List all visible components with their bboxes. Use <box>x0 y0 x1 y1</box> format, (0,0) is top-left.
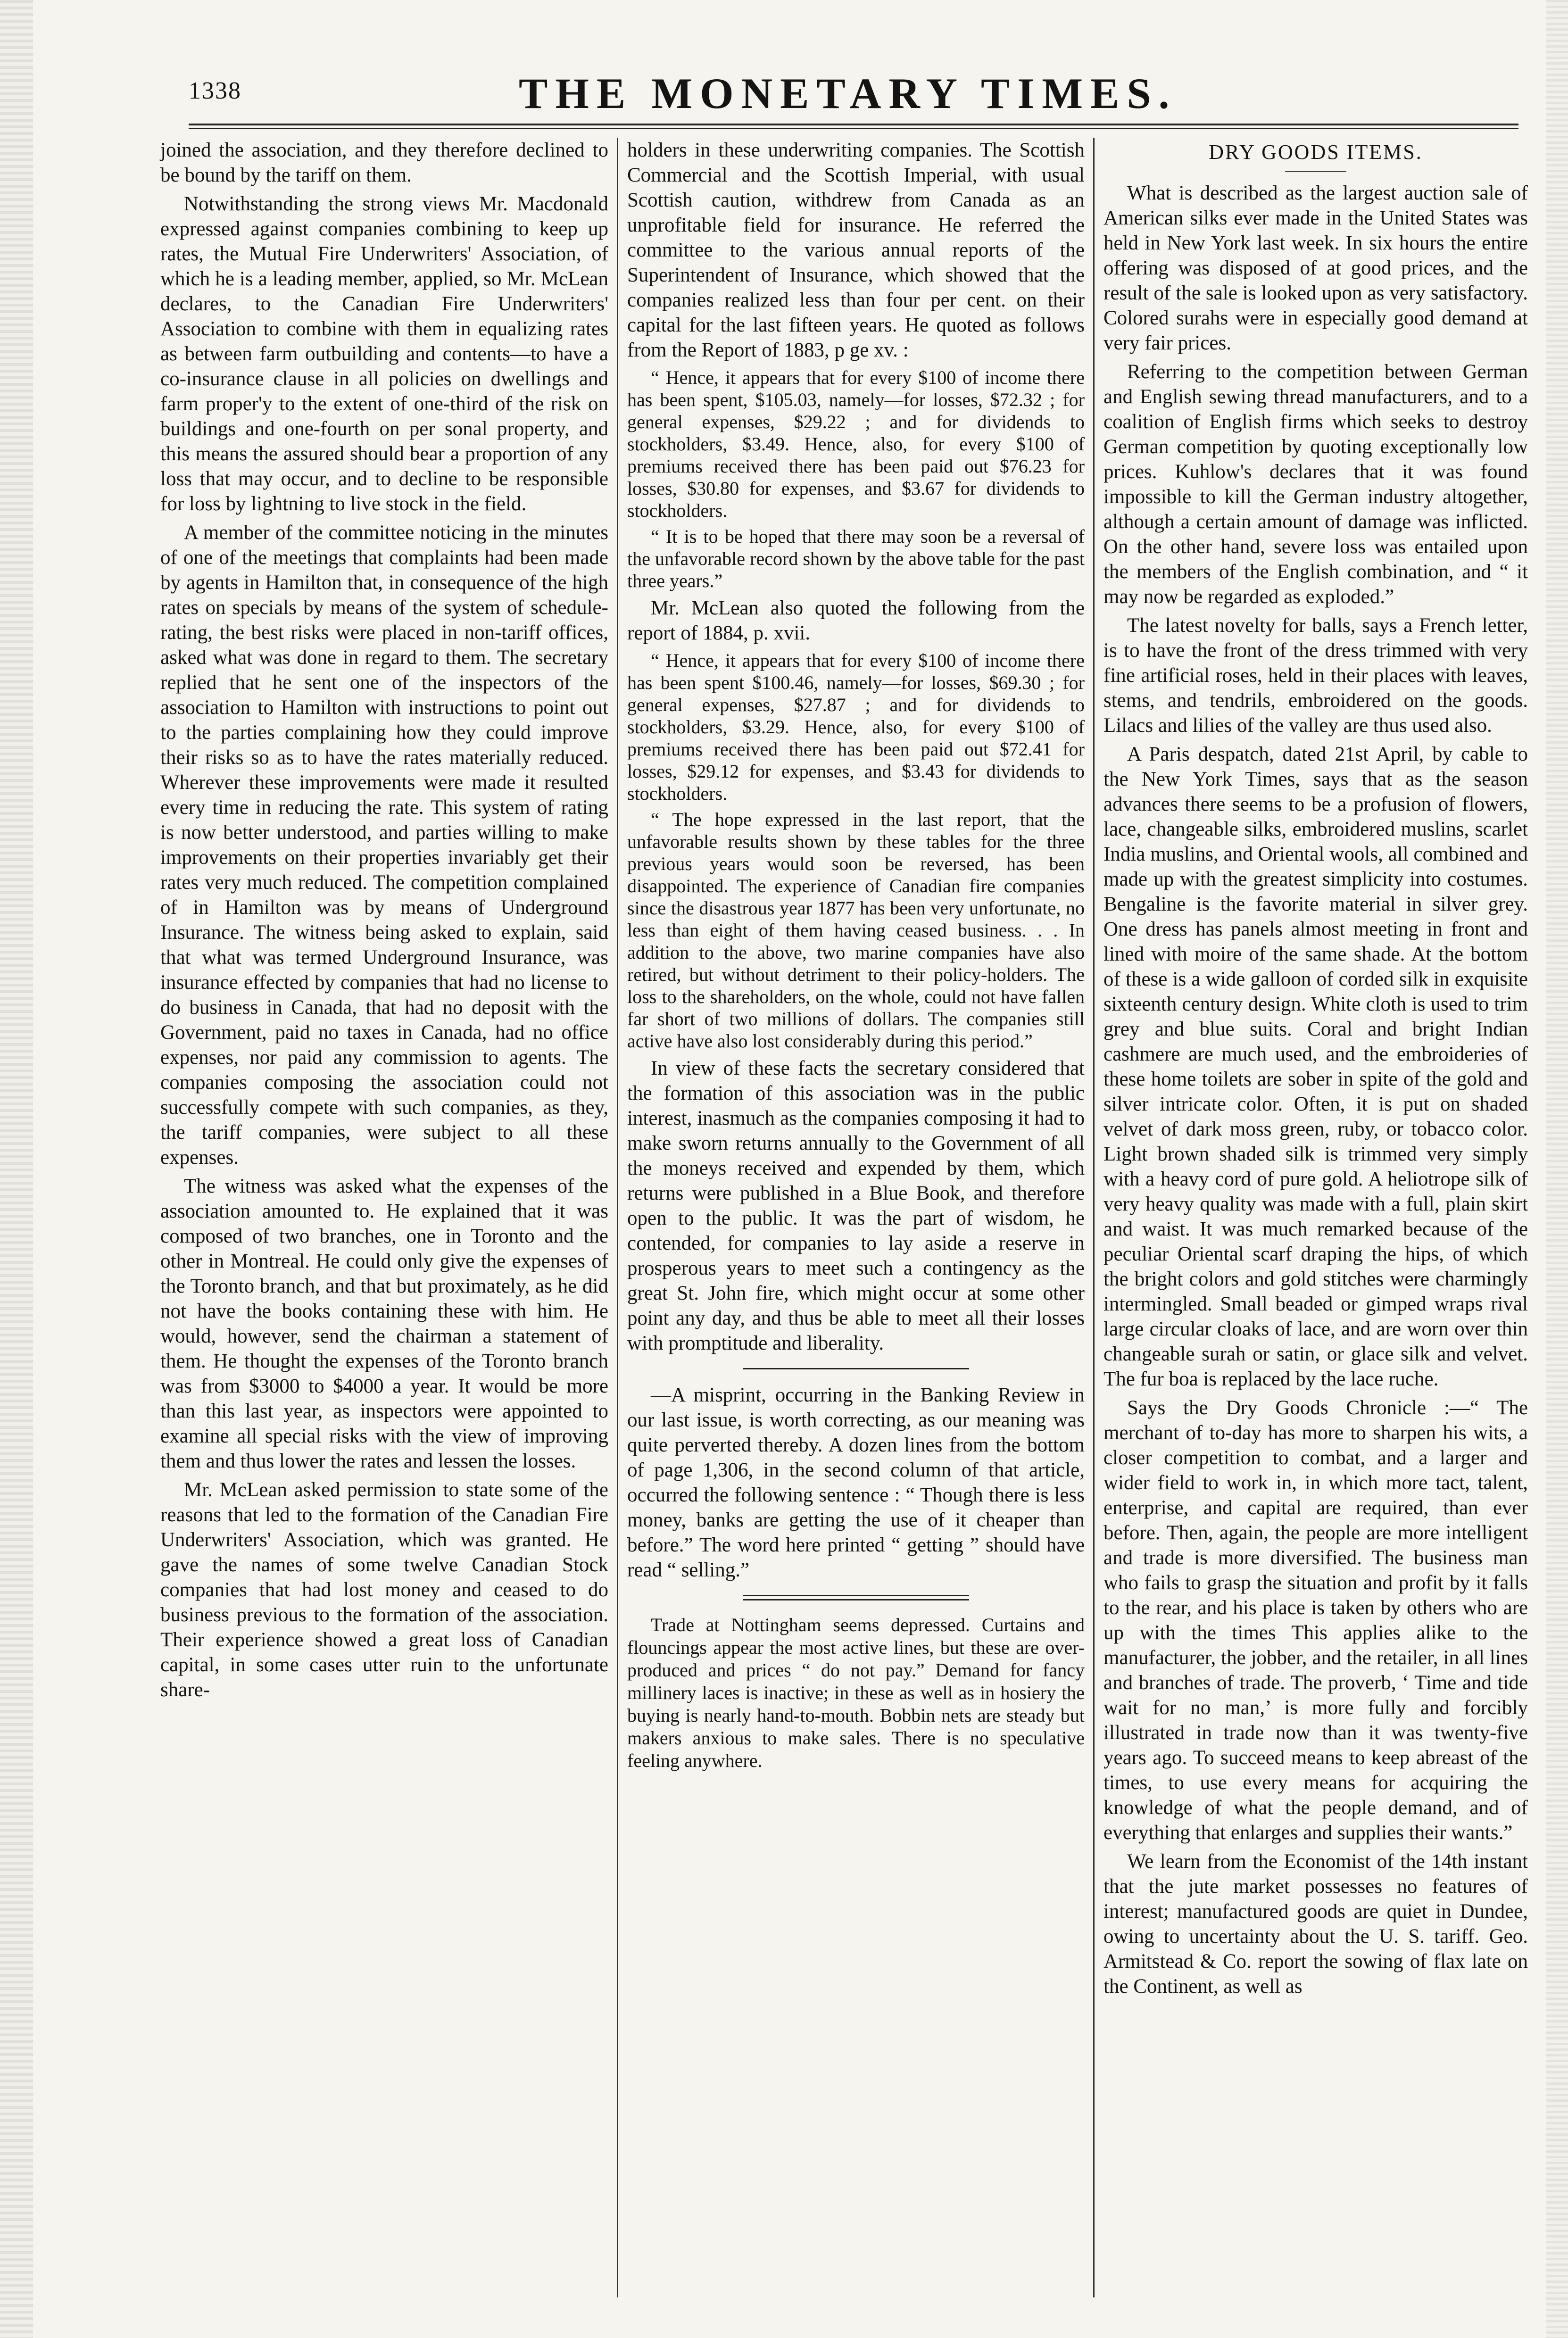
paragraph: holders in these underwriting companies. The Scottish Commercial and the Scottish Imperial, with usual Scottish caution, withdrew from Canada as an unprofitable field for insurance. He referred the committee to the various annual reports of the Superintendent of Insurance, which showed that the companies realized less than four per cent. on their capital for the last fifteen years. He quoted as follows from the Report of 1883, p ge xv. : <box>627 139 1085 361</box>
paragraph: Mr. McLean asked permission to state some of the reasons that led to the formation of the Canadian Fire Underwriters' Association, which was granted. He gave the names of some twelve Canadian Stock companies that had lost money and ceased to do business previous to the formation of the association. Their experience showed a great loss of Canadian capital, in some cases utter ruin to the unfortunate share- <box>160 1479 608 1701</box>
paragraph: Notwithstanding the strong views Mr. Macdonald expressed against companies combining to keep up rates, the Mutual Fire Underwriters' Association, of which he is a leading member, applied, so Mr. McLean declares, to the Canadian Fire Underwriters' Association to combine with them in equalizing rates as between farm outbuilding and contents—to have a co-insurance clause in all policies on dwellings and farm proper'y to the extent of one-third of the risk on buildings and one-fourth on per sonal property, and this means the assured should bear a proportion of any loss that may occur, and to decline to be responsible for loss by lightning to live stock in the field. <box>160 193 608 515</box>
paragraph: A Paris despatch, dated 21st April, by cable to the New York Times, says that as the season advances there seems to be a profusion of flowers, lace, changeable silks, embroidered muslins, scarlet India muslins, and Oriental wools, all combined and made up with the greatest simplicity into costumes. Bengaline is the favorite material in silver grey. One dress has panels almost meeting in front and lined with moire of the same shade. At the bottom of these is a wide galloon of corded silk in exquisite sixteenth century design. White cloth is used to trim grey and blue suits. Coral and bright Indian cashmere are much used, and the embroideries of these home toilets are sober in spite of the gold and silver intricate color. Often, it is put on shaded velvet of dark moss green, ruby, or tobacco color. Light brown shaded silk is trimmed very simply with a heavy cord of pure gold. A heliotrope silk of very heavy quality was made with a full, plain skirt and waist. It was much remarked because of the peculiar Oriental scarf draping the hips, of which the bright colors and gold stitches were charmingly intermingled. Small beaded or gimped wraps rival large circular cloaks of lace, and are worn over thin changeable surah or satin, or glace silk and velvet. The fur boa is replaced by the lace ruche. <box>1103 743 1528 1390</box>
column-1 <box>160 138 608 1706</box>
paragraph: In view of these facts the secretary considered that the formation of this association was in the public interest, inasmuch as the companies composing it had to make sworn returns annually to the Government of all the moneys received and expended by them, which returns were published in a Blue Book, and therefore open to the public. It was the part of wisdom, he contended, for companies to lay aside a reserve in prosperous years to meet such a contingency as the great St. John fire, which might occur at some other point any day, and thus be able to meet all their losses with promptitude and liberality. <box>627 1057 1085 1354</box>
paragraph: Says the Dry Goods Chronicle :—“ The merchant of to-day has more to sharpen his wits, a closer competition to combat, and a larger and wider field to work in, in which more tact, talent, enterprise, and capital are required, than ever before. Then, again, the people are more intelligent and trade is more diversified. The business man who fails to grasp the situation and profit by it falls to the rear, and his place is taken by others who are up with the times This applies alike to the manufacturer, the jobber, and the retailer, in all lines and branches of trade. The proverb, ‘ Time and tide wait for no man,’ is more fully and forcibly illustrated in trade now than it was twenty-five years ago. To succeed means to keep abreast of the times, to use every means for acquiring the knowledge of what the people demand, and of everything that enlarges and supplies their wants.” <box>1103 1397 1528 1844</box>
paragraph: The latest novelty for balls, says a French letter, is to have the front of the dress trimmed with very fine artificial roses, held in their places with leaves, stems, and tendrils, embroidered on the goods. Lilacs and lilies of the valley are thus used also. <box>1103 614 1528 737</box>
column-divider <box>1093 138 1095 2297</box>
paragraph: Trade at Nottingham seems depressed. Curtains and flouncings appear the most active lines, but these are over-produced and prices “ do not pay.” Demand for fancy millinery laces is inactive; in these as well as in hosiery the buying is nearly hand-to-mouth. Bobbin nets are steady but makers anxious to make sales. There is no speculative feeling anywhere. <box>627 1614 1085 1771</box>
paragraph: —A misprint, occurring in the Banking Review in our last issue, is worth correcting, as our meaning was quite perverted thereby. A dozen lines from the bottom of page 1,306, in the second column of that article, occurred the following sentence : “ Though there is less money, banks are getting the use of it cheaper than before.” The word here printed “ getting ” should have read “ selling.” <box>627 1384 1085 1581</box>
binding-edge <box>0 0 33 2338</box>
heading-rule <box>1285 171 1346 172</box>
section-heading: DRY GOODS ITEMS. <box>1209 141 1423 164</box>
paragraph: The witness was asked what the expenses of the association amounted to. He explained that it was composed of two branches, one in Toronto and the other in Montreal. He could only give the expenses of the Toronto branch, and that but proximately, as he did not have the books containing these with him. He would, however, send the chairman a statement of them. He thought the expenses of the Toronto branch was from $3000 to $4000 a year. It would be more than this last year, as inspectors were appointed to examine all special risks with the view of improving them and thus lower the rates and lessen the losses. <box>160 1175 608 1472</box>
paragraph: Referring to the competition between German and English sewing thread manufacturers, and to a coalition of English firms which seeks to destroy German competition by quoting exceptionally low prices. Kuhlow's declares that it was found impossible to kill the German industry altogether, although a certain amount of damage was inflicted. On the other hand, severe loss was entailed upon the members of the English combination, and “ it may now be regarded as exploded.” <box>1103 361 1528 608</box>
page-header <box>189 68 1518 120</box>
column-divider <box>617 138 618 2297</box>
masthead-title: THE MONETARY TIMES. <box>519 69 1177 117</box>
quotation: “ Hence, it appears that for every $100 of income there has been spent, $105.03, namely—for losses, $72.32 ; for general expenses, $29.22 ; and for dividends to stockholders, $3.49. Hence, also, for every $100 of premiums received there has been paid out $76.23 for losses, $30.80 for expenses, and $3.67 for dividends to stockholders. <box>627 367 1085 521</box>
quotation: “ It is to be hoped that there may soon be a reversal of the unfavorable record shown by the above table for the past three years.” <box>627 526 1085 591</box>
quotation: “ The hope expressed in the last report, that the unfavorable results shown by these tables for the three previous years would soon be reversed, has been disappointed. The experience of Canadian fire companies since the disastrous year 1877 has been very unfortunate, no less than eight of them having ceased business. . . In addition to the above, two marine companies have also retired, but without detriment to their policy-holders. The loss to the shareholders, on the whole, could not have fallen far short of two millions of dollars. The companies still active have also lost considerably during this period.” <box>627 809 1085 1052</box>
section-separator <box>743 1595 969 1600</box>
header-rule <box>189 124 1518 125</box>
section-separator <box>743 1368 969 1369</box>
page-number: 1338 <box>189 77 241 104</box>
column-2 <box>627 138 1085 1776</box>
paragraph: A member of the committee noticing in the minutes of one of the meetings that complaints had been made by agents in Hamilton that, in consequence of the high rates on specials by means of the system of schedule-rating, the best risks were placed in non-tariff offices, asked what was done in regard to them. The secretary replied that he sent one of the inspectors of the association to Hamilton with instructions to point out to the parties complaining how they could improve their risks so as to have the rates materially reduced. Wherever these improvements were made it resulted every time in reducing the rate. This system of rating is now better understood, and parties willing to make improvements on their properties invariably get their rates very much reduced. The competition complained of in Hamilton was by means of Underground Insurance. The witness being asked to explain, said that what was termed Underground Insurance, was insurance effected by companies that had no license to do business in Canada, that had no deposit with the Government, paid no taxes in Canada, had no office expenses, nor paid any commission to agents. The companies composing the association could not successfully compete with such companies, as they, the tariff companies, were subject to all these expenses. <box>160 522 608 1169</box>
page-edge <box>1546 0 1568 2338</box>
header-rule-thin <box>189 128 1518 129</box>
paragraph: We learn from the Economist of the 14th instant that the jute market possesses no features of interest; manufactured goods are quiet in Dundee, owing to uncertainty about the U. S. tariff. Geo. Armitstead & Co. report the sowing of flax late on the Continent, as well as <box>1103 1850 1528 1998</box>
paragraph: joined the association, and they therefore declined to be bound by the tariff on them. <box>160 139 608 186</box>
column-3 <box>1103 138 1528 2003</box>
paragraph: What is described as the largest auction sale of American silks ever made in the United States was held in New York last week. In six hours the entire offering was disposed of at good prices, and the result of the sale is looked upon as very satisfactory. Colored surahs were in especially good demand at very fair prices. <box>1103 182 1528 354</box>
quotation: “ Hence, it appears that for every $100 of income there has been spent $100.46, namely—for losses, $69.30 ; for general expenses, $27.87 ; and for dividends to stockholders, $3.29. Hence, also, for every $100 of premiums received there has been paid out $72.41 for losses, $29.12 for expenses, and $3.43 for dividends to stockholders. <box>627 650 1085 804</box>
paragraph: Mr. McLean also quoted the following from the report of 1884, p. xvii. <box>627 597 1085 644</box>
